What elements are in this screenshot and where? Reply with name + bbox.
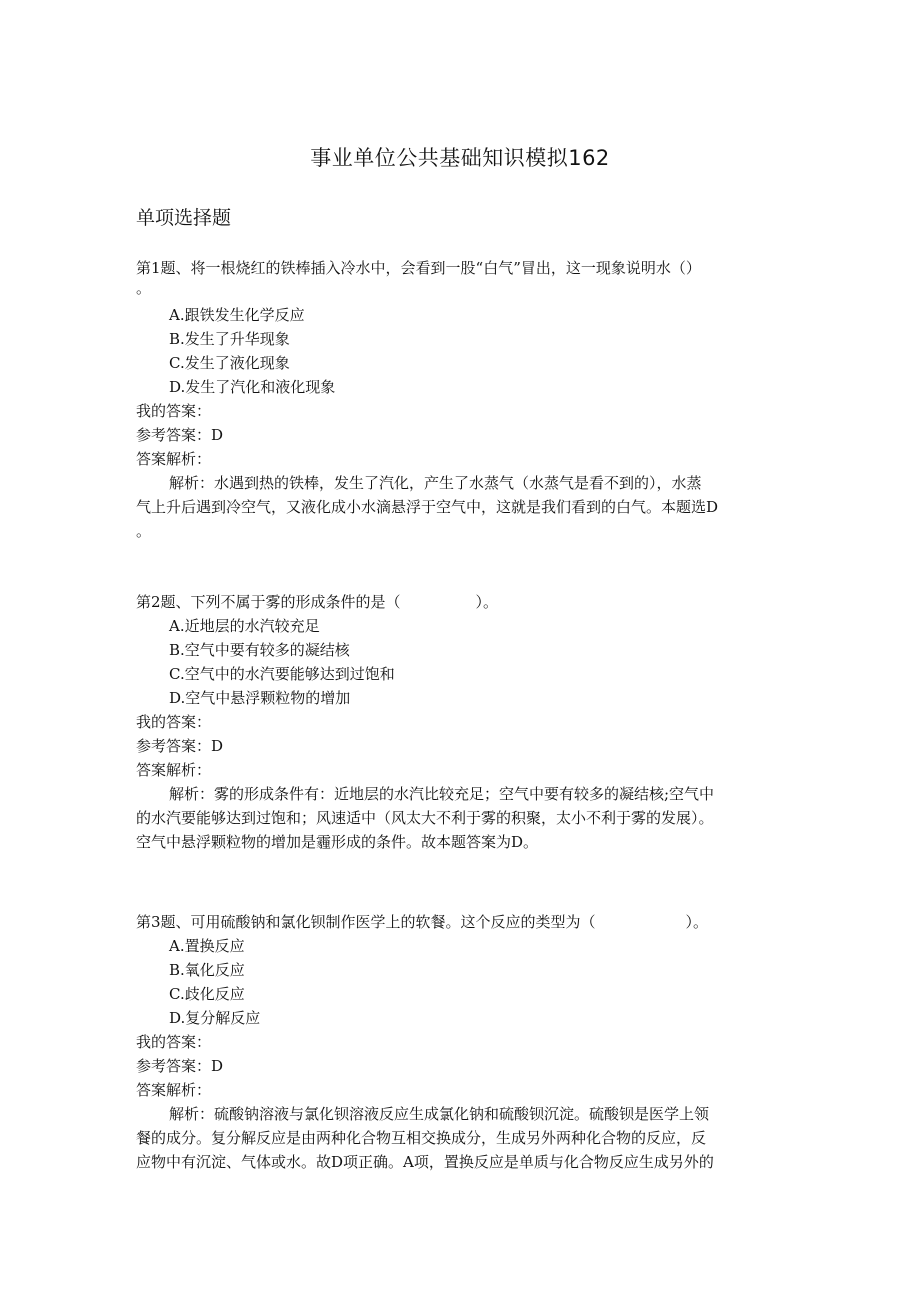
analysis-text-line: 解析：水遇到热的铁棒，发生了汽化，产生了水蒸气（水蒸气是看不到的），水蒸	[169, 474, 702, 492]
option-a: A.跟铁发生化学反应	[169, 306, 305, 324]
analysis-text-line: 的水汽要能够达到过饱和；风速适中（风太大不利于雾的积聚，太小不利于雾的发展）。	[136, 809, 714, 827]
option-a: A.近地层的水汽较充足	[169, 617, 320, 635]
analysis-text-line: 。	[136, 522, 152, 540]
option-b: B.发生了升华现象	[169, 330, 290, 348]
my-answer-label: 我的答案：	[136, 1033, 212, 1051]
analysis-text-line: 空气中悬浮颗粒物的增加是霾形成的条件。故本题答案为D。	[136, 833, 539, 851]
question-stem-continuation: 。	[136, 279, 152, 297]
question-stem: 第3题、可用硫酸钠和氯化钡制作医学上的软餐。这个反应的类型为（ ）。	[136, 913, 709, 931]
option-a: A.置换反应	[169, 937, 245, 955]
reference-answer: 参考答案：D	[136, 737, 224, 755]
section-heading: 单项选择题	[136, 207, 232, 229]
my-answer-label: 我的答案：	[136, 402, 212, 420]
analysis-text-line: 餐的成分。复分解反应是由两种化合物互相交换成分，生成另外两种化合物的反应，反	[136, 1129, 707, 1147]
option-b: B.氧化反应	[169, 961, 245, 979]
option-c: C.歧化反应	[169, 985, 245, 1003]
option-b: B.空气中要有较多的凝结核	[169, 641, 350, 659]
analysis-text-line: 应物中有沉淀、气体或水。故D项正确。A项，置换反应是单质与化合物反应生成另外的	[136, 1153, 714, 1171]
reference-answer: 参考答案：D	[136, 1057, 224, 1075]
question-3	[136, 910, 788, 1174]
option-d: D.空气中悬浮颗粒物的增加	[169, 689, 351, 707]
question-stem: 第2题、下列不属于雾的形成条件的是（ ）。	[136, 593, 499, 611]
option-c: C.空气中的水汽要能够达到过饱和	[169, 665, 395, 683]
option-d: D.发生了汽化和液化现象	[169, 378, 336, 396]
option-d: D.复分解反应	[169, 1009, 261, 1027]
question-stem: 第1题、将一根烧红的铁棒插入冷水中，会看到一股“白气”冒出，这一现象说明水（）	[136, 259, 701, 277]
analysis-text-line: 解析：硫酸钠溶液与氯化钡溶液反应生成氯化钠和硫酸钡沉淀。硫酸钡是医学上领	[169, 1105, 710, 1123]
analysis-label: 答案解析：	[136, 1081, 212, 1099]
document-title: 事业单位公共基础知识模拟162	[310, 146, 610, 170]
analysis-text-line: 气上升后遇到冷空气，又液化成小水滴悬浮于空气中，这就是我们看到的白气。本题选D	[136, 498, 719, 516]
analysis-label: 答案解析：	[136, 761, 212, 779]
analysis-text-line: 解析：雾的形成条件有：近地层的水汽比较充足；空气中要有较多的凝结核;空气中	[169, 785, 715, 803]
option-c: C.发生了液化现象	[169, 354, 290, 372]
question-1	[136, 256, 788, 543]
question-2	[136, 590, 788, 854]
reference-answer: 参考答案：D	[136, 426, 224, 444]
analysis-label: 答案解析：	[136, 450, 212, 468]
my-answer-label: 我的答案：	[136, 713, 212, 731]
